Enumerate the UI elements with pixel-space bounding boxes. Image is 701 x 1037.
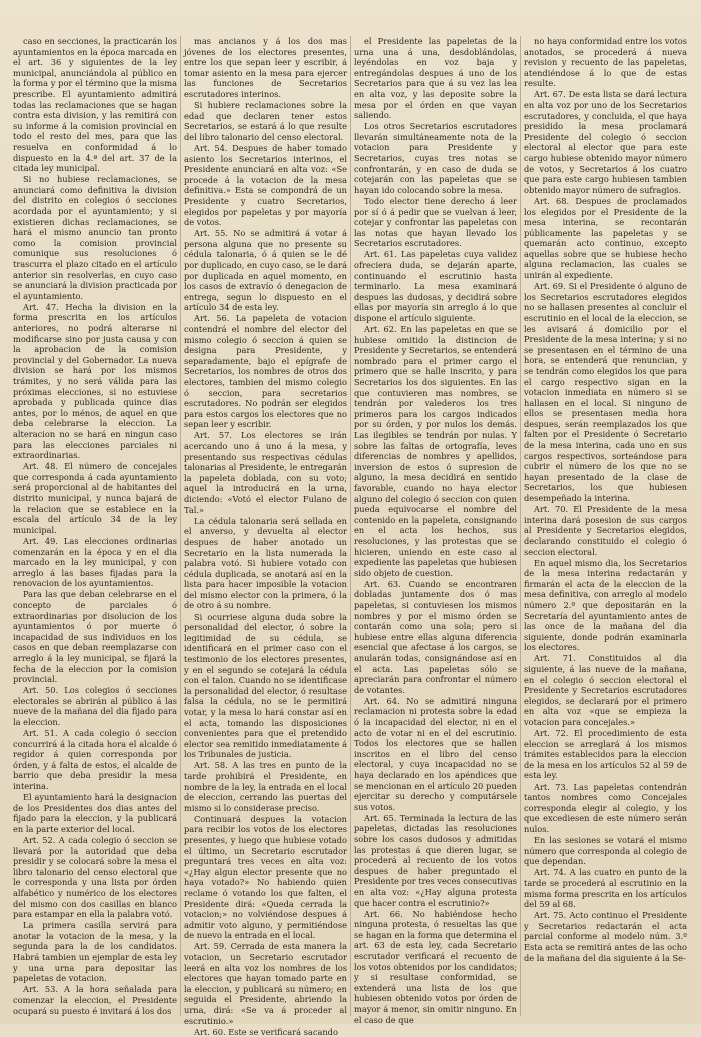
paragraph: Art. 70. El Presidente de la mesa interina dará posesion de sus cargos al Presidente y Secretarios elegidos, declarando constituido el colegio ó seccion electoral.	[524, 504, 687, 557]
paragraph: Art. 57. Los electores se irán acercando uno á uno á la mesa, y presentando sus respectivas cédulas talonarias al Presidente, le entregarán la papeleta doblada, con su voto; aquel la introducirá en la urna, diciendo: «Votó el elector Fulano de Tal.»	[184, 430, 347, 515]
paragraph: Art. 48. El número de concejales que corresponda á cada ayuntamiento será proporcional al de habitantes del distrito municipal, y nunca bajará de la relacion que se establece en la escala del artículo 34 de la ley municipal.	[13, 461, 177, 535]
paragraph: Art. 58. A las tres en punto de la tarde prohibirá el Presidente, en nombre de la ley, la entrada en el local de eleccion, cerrando las puertas del mismo si lo considerase preciso.	[184, 760, 347, 813]
column-3	[350, 36, 520, 1025]
paragraph: Art. 72. El procedimiento de esta eleccion se arreglará á los mismos trámites establecidos para la eleccion de la mesa en los artículos 52 al 59 de esta ley.	[524, 728, 687, 781]
text-columns	[10, 36, 693, 1037]
column-2	[180, 36, 350, 1037]
paragraph: Art. 60. Este se verificará sacando	[194, 1026, 338, 1037]
paragraph: Para las que deban celebrarse en el concepto de parciales ó extraordinarias por disolucion de los ayuntamientos ó por muerte ó incapacidad de sus individuos en los casos en que deban reemplazarse con arreglo á la ley municipal, se fijará la fecha de la eleccion por la comision provincial.	[13, 589, 177, 685]
paragraph: Art. 65. Terminada la lectura de las papeletas, dictadas las resoluciones sobre los casos dudosos y admitidas las protestas á que dieren lugar, se procederá al recuento de los votos despues de haber preguntado el Presidente por tres veces consecutivas en alta voz: «¿Hay alguna protesta que hacer contra el escrutinio?»	[354, 812, 517, 908]
paragraph: Art. 51. A cada colegio ó seccion concurrirá á la citada hora el alcalde ó regidor á quien corresponda por órden, y á falta de estos, el alcalde de barrio que deba presidir la mesa interina.	[13, 728, 177, 792]
paragraph: Los otros Secretarios escrutadores llevarán simultáneamente nota de la votacion para Presidente y Secretarios, cuyas tres notas se confrontarán, y en caso de duda se cotejarán con las papeletas que se hayan ido colocando sobre la mesa.	[354, 121, 517, 195]
paragraph: mas ancianos y á los dos mas jóvenes de los electores presentes, entre los que sepan leer y escribir, á tomar asiento en la mesa para ejercer las funciones de Secretarios escrutadores interinos.	[184, 36, 347, 99]
paragraph: En las sesiones se votará el mismo número que corresponda al colegio de que dependan.	[524, 835, 687, 867]
paragraph: El ayuntamiento hará la designacion de los Presidentes dos dias antes del fijado para la eleccion, y la publicará en la parte exterior del local.	[13, 792, 177, 834]
column-4	[520, 36, 690, 1016]
paragraph: La primera casilla servirá para anotar la votacion de la mesa, y la segunda para la de los candidatos. Habrá tambien un ejemplar de esta ley y una urna para depositar las papeletas de votacion.	[13, 920, 177, 984]
paragraph: Art. 63. Cuando se encontraren dobladas juntamente dos ó mas papeletas, si contuviesen los mismos nombres y por el mismo órden se contarán como una sola; pero si hubiese entre ellas alguna diferencia esencial que afectase á los cargos, se anularán todas, consignándose así en el acta. Las papeletas sólo se apreciarán para confrontar el número de votantes.	[354, 578, 517, 695]
paragraph: Si ocurriese alguna duda sobre la personalidad del elector, ó sobre la legitimidad de su cédula, se identificará en el primer caso con el testimonio de los electores presentes, y en el segundo se cotejará la cédula con el talon. Cuando no se identificase la personalidad del elector, ó resultase falsa la cédula, no se le permitirá votar, y la mesa lo hará constar así en el acta, tomando las disposiciones convenientes para que el pretendido elector sea remitido inmediatamente á los Tribunales de justicia.	[184, 611, 347, 760]
paragraph: Art. 74. A las cuatro en punto de la tarde se procederá al escrutinio en la misma forma prescrita en los artículos del 59 al 68.	[524, 867, 687, 910]
paragraph: Art. 67. De esta lista se dará lectura en alta voz por uno de los Secretarios escrutadores, y concluida, el que haya presidido la mesa proclamará Presidente del colegio ó seccion electoral al elector que para este cargo hubiese obtenido mayor número de votos, y Secretarios á los cuatro que para este cargo hubiesen tambien obtenido mayor número de sufragios.	[524, 89, 687, 195]
paragraph: En aquel mismo dia, los Secretarios de la mesa interina redactarán y firmarán el acta de la eleccion de la mesa definitiva, con arreglo al modelo número 2.º que depositarán en la Secretaría del ayuntamiento antes de las once de la mañana del dia siguiente, donde podrán examinarla los electores.	[524, 557, 687, 653]
paragraph: Si no hubiese reclamaciones, se anunciará como definitiva la division del distrito en colegios ó secciones acordada por el ayuntamiento; y si existieren dichas reclamaciones, se hará el mismo anuncio tan pronto como la comision provincial comunique sus resoluciones ó trascurra el plazo citado en el artículo anterior sin resolverlas, en cuyo caso se anunciará la division practicada por el ayuntamiento.	[13, 174, 177, 301]
paragraph: Art. 56. La papeleta de votacion contendrá el nombre del elector del mismo colegio ó seccion á quien se designa para Presidente, y separadamente, bajo el epígrafe de Secretarios, los nombres de otros dos electores, tambien del mismo colegio ó seccion, para secretarios escrutadores. No podrán ser elegidos para estos cargos los electores que no sepan leer y escribir.	[184, 313, 347, 430]
paragraph: Art. 50. Los colegios ó secciones electorales se abrirán al público á las nueve de la mañana del dia fijado para la eleccion.	[13, 685, 177, 727]
paragraph: Todo elector tiene derecho á leer por sí ó á pedir que se vuelvan á leer, cotejar y confrontar las papeletas con las notas que hayan llevado los Secretarios escrutadores.	[354, 195, 517, 249]
paragraph: Art. 53. A la hora señalada para comenzar la eleccion, el Presidente ocupará su puesto é invitará á los dos	[13, 984, 177, 1016]
column-1	[10, 36, 180, 1016]
paragraph: Art. 75. Acto continuo el Presidente y Secretarios redactarán el acta parcial conforme al modelo núm. 3.º Esta acta se remitirá antes de las ocho de la mañana del dia siguiente á la Se-	[524, 910, 687, 963]
paragraph: La cédula talonaria será sellada en el anverso, y devuelta al elector despues de haber anotado un Secretario en la lista numerada la palabra votó. Si hubiere votado con cédula duplicada, se anotará así en la lista para hacer imposible la votacion del mismo elector con la primera, ó la de otro á su nombre.	[184, 515, 347, 611]
paragraph: Art. 62. En las papeletas en que se hubiese omitido la distincion de Presidente y Secretarios, se entenderá nombrado para el primer cargo el primero que se halle inscrito, y para Secretarios los dos siguientes. En las que contuvieren mas nombres, se tendrán por valederos los tres primeros para los cargos indicados por su órden, y por nulos los demás. Las ilegibles se tendrán por nulas. Y sobre las faltas de ortografía, leves diferencias de nombres y apellidos, inversion de estos ó supresion de alguno, la mesa decidirá en sentido favorable, cuando no haya elector alguno del colegio ó seccion con quien pueda equivocarse el nombre del contenido en la papeleta, consignando en el acta los hechos, sus resoluciones, y las protestas que se hicieren, uniendo en este caso al expediente las papeletas que hubiesen sido objeto de cuestion.	[354, 324, 517, 578]
paragraph: el Presidente las papeletas de la urna una á una, desdoblándolas, leyéndolas en voz baja y entregándolas despues á uno de los Secretarios para que á su vez las lea en alta voz, y las deposite sobre la mesa por el órden en que vayan saliendo.	[354, 36, 517, 121]
paragraph: Art. 61. Las papeletas cuya validez ofreciera duda, se dejarán aparte, continuando el escrutinio hasta terminarlo. La mesa examinará despues las dudosas, y decidirá sobre ellas por mayoría sin arreglo á lo que dispone el artículo siguiente.	[354, 249, 517, 323]
paragraph: Art. 71. Constituidos al dia siguiente, á las nueve de la mañana, en el colegio ó seccion electoral el Presidente y Secretarios escrutadores elegidos, se declarará por el primero en alta voz «que se empieza la votacion para concejales.»	[524, 653, 687, 727]
paragraph: Art. 68. Despues de proclamados los elegidos por el Presidente de la mesa interina, se recontarán públicamente las papeletas y se quemarán acto continuo, excepto aquellas sobre que se hubiese hecho alguna reclamacion, las cuales se unirán al expediente.	[524, 195, 687, 281]
paragraph: Art. 73. Las papeletas contendrán tantos nombres como Concejales corresponda elegir al colegio, y los que excediesen de este número serán nulos.	[524, 781, 687, 834]
paragraph: Art. 59. Cerrada de esta manera la votacion, un Secretario escrutador leerá en alta voz los nombres de los electores que hayan tomado parte en la eleccion, y publicará su número; en seguida el Presidente, abriendo la urna, dirá: «Se va á proceder al escrutinio.»	[184, 941, 347, 1026]
paragraph: Art. 52. A cada colegio ó seccion se llevará por la autoridad que deba presidir y se colocará sobre la mesa el libro talonario del censo electoral que le corresponda y una lista por órden alfabético y numérico de los electores del mismo con dos casillas en blanco para estampar en ella la palabra votó.	[13, 835, 177, 920]
paragraph: Si hubiere reclamaciones sobre la edad que declaren tener estos Secretarios, se estará á lo que resulte del libro talonario del censo electoral.	[184, 100, 347, 142]
paragraph: no haya conformidad entre los votos anotados, se procederá á nueva revision y recuento de las papeletas, atendiéndose á lo que de estas resulte.	[524, 36, 687, 89]
paragraph: Art. 47. Hecha la division en la forma prescrita en los artículos anteriores, no podrá alterarse ni modificarse sino por justa causa y con la aprobacion de la comision provincial y del Gobernador. La nueva division se hará por los mismos trámites, y no será válida para las próximas elecciones, si no estuviese aprobada y publicada quince dias antes, por lo ménos, de aquel en que deba celebrarse la eleccion. La alteracion no se hará en ningun caso para las elecciones parciales ni extraordinarias.	[13, 301, 177, 461]
paragraph: caso en secciones, la practicarán los ayuntamientos en la época marcada en el art. 36 y siguientes de la ley municipal, anunciándola al público en la forma y por el término que la misma prescribe. El ayuntamiento admitirá todas las reclamaciones que se hagan contra esta division, y las remitirá con su informe á la comision provincial en todo el resto del mes, para que las resuelva en conformidad á lo dispuesto en la 4.ª del art. 37 de la citada ley municipal.	[13, 36, 177, 174]
paragraph: Art. 54. Despues de haber tomado asiento los Secretarios interinos, el Presidente anunciará en alta voz: «Se procede á la votacion de la mesa definitiva.» Esta se compondrá de un Presidente y cuatro Secretarios, elegidos por papeletas y por mayoría de votos.	[184, 142, 347, 228]
paragraph: Art. 49. Las elecciones ordinarias comenzarán en la época y en el dia marcado en la ley municipal, y con arreglo á las bases fijadas para la renovacion de los ayuntamientos.	[13, 535, 177, 589]
paragraph: Continuará despues la votacion para recibir los votos de los electores presentes, y luego que hubiese votado el último, un Secretario escrutador preguntará tres veces en alta voz: «¿Hay algun elector presente que no haya votado?» No habiendo quien reclame ó votando los que falten, el Presidente dirá: «Queda cerrada la votacion;» no volviéndose despues á admitir voto alguno, y permitiéndose de nuevo la entrada en el local.	[184, 813, 347, 941]
paragraph: Art. 66. No habiéndose hecho ninguna protesta, ó resueltas las que se hagan en la forma que determina el art. 63 de esta ley, cada Secretario escrutador verificará el recuento de los votos obtenidos por los candidatos; y si resultase conformidad, se extenderá una lista de los que hubiesen obtenido votos por órden de mayor á menor, sin omitir ninguno. En el caso de que	[354, 908, 517, 1025]
paragraph: Art. 64. No se admitirá ninguna reclamacion ni protesta sobre la edad ó la incapacidad del elector, ni en el acto de votar ni en el del escrutinio. Todos los electores que se hallen inscritos en el libro del censo electoral, y cuya incapacidad no se haya declarado en los apéndices que se mencionan en el artículo 20 pueden ejercitar su derecho y computársele sus votos.	[354, 695, 517, 812]
paragraph: Art. 55. No se admitirá á votar á persona alguna que no presente su cédula talonaria, ó á quien se le dé por duplicado, en cuyo caso, se le dará por duplicada en aquel momento, en los casos de extravío ó denegacion de entrega, segun lo dispuesto en el artículo 34 de esta ley.	[184, 228, 347, 313]
paragraph: Art. 69. Si el Presidente ó alguno de los Secretarios escrutadores elegidos no se hallasen presentes al concluir el escrutinio en el local de la eleccion, se les avisará á domicilio por el Presidente de la mesa interina; y si no se presentasen en el término de una hora, se entenderá que renuncian, y se tendrán como elegidos los que para el cargo respectivo sigan en la votacion inmediata en número si se hallasen en el local. Si ninguno de ellos se presentasen media hora despues, serán reemplazados los que falten por el Presidente ó Secretario de la mesa interina, cada uno en sus cargos respectivos, sorteándose para cubrir el número de los que no se hayan presentado de la clase de Secretarios, los que hubiesen desempeñado la interina.	[524, 281, 687, 504]
